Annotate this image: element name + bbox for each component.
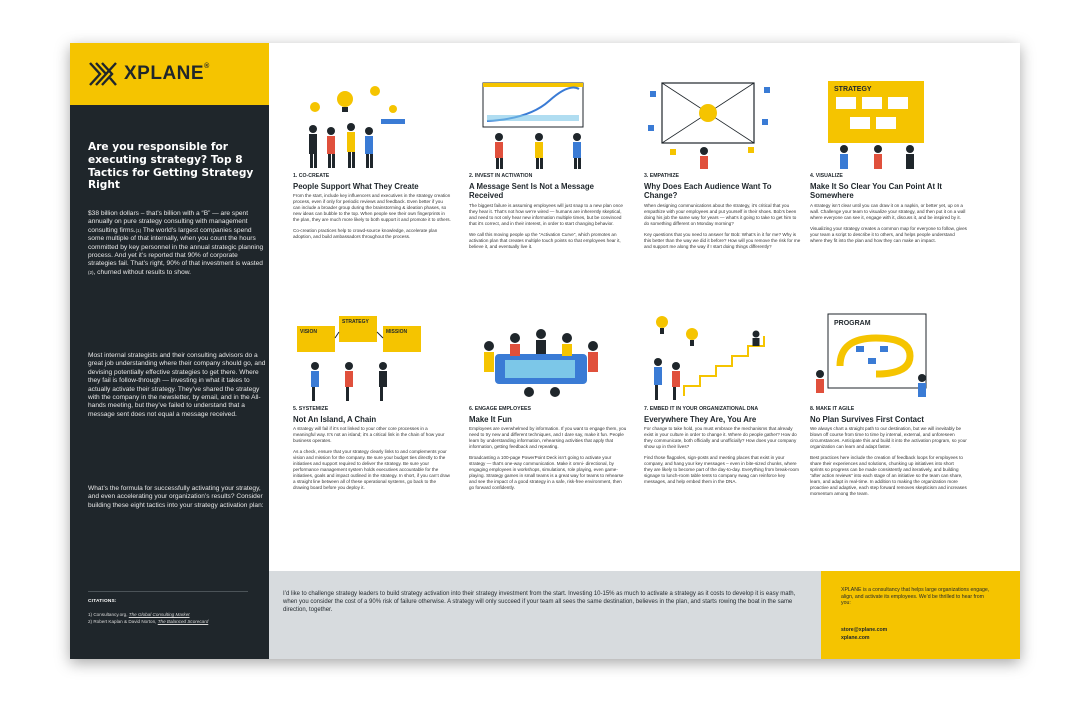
illustration-label-strategy: STRATEGY	[834, 86, 872, 93]
intro-paragraph-3: What’s the formula for successfully activating your strategy, and even accelerating your organization’s results? Consider building these eight tactics into your strategy activation plan:	[88, 485, 264, 509]
tactic-card-embed-dna	[644, 312, 804, 537]
tactic-body: From the start, include key influencers and executives in the strategy creation process, even if only for periodic reviews and feedback. Even better if you can include a broader group during the brainstorming & ideation phases, so new ideas can bubble to the top. When people see their own fingerprints in the plan, they are much more likely to both support it and promote it to others. Co-creation practices help to crowd-source knowledge, accelerate plan adoption, and build ambassadors throughout the process.	[293, 193, 451, 239]
tactic-number: 2. INVEST IN ACTIVATION	[469, 173, 533, 179]
illustration-label-vision: VISION	[300, 329, 317, 335]
tactic-number: 4. VISUALIZE	[810, 173, 843, 179]
tactic-body: Employees are overwhelmed by information. If you want to engage them, you need to try new and different techniques, and I dare say, make it fun. People learn by understanding information, rehearsing activities that apply that information, getting feedback and repeating. Broadcasting a 100-page PowerPoint Deck isn’t going to activate your strategy — that’s one-way communication. Make it omni- directional, by engaging employees in workshops, simulations, role playing, even game-playing. Strategy games in small teams is a great way for teams to rehearse and see the impact of a good strategy in a safe, risk-free environment, then go forward confidently.	[469, 426, 627, 490]
tactic-card-visualize	[810, 79, 970, 304]
illustration-label-program: PROGRAM	[834, 320, 871, 327]
tactic-card-engage-employees	[469, 312, 629, 537]
citation-1: 1) Consultancy.org, The Global Consulting Market	[88, 612, 190, 617]
intro-title: Are you responsible for executing strategy? Top 8 Tactics for Getting Strategy Right	[88, 141, 254, 192]
poster-sheet	[70, 43, 1020, 659]
visualize-illustration	[810, 79, 970, 171]
left-column	[70, 43, 269, 659]
tactic-body: The biggest failure is assuming employees will just snap to a new plan once they hear it. That’s not how we’re wired — humans are inherently skeptical, and need to not only hear new information multiple times, but be convinced that it’s correct, and in their interest, in order to start changing behavior. We call this moving people up the “Activation Curve”, which promotes an activation plan that creates multiple touch points so that employees hear it, believe it, and eventually live it.	[469, 203, 623, 249]
quote-band	[269, 571, 821, 659]
make-it-agile-illustration	[810, 312, 970, 404]
tactic-card-invest-in-activation	[469, 79, 629, 304]
intro-paragraph-2: Most internal strategists and their consulting advisors do a great job understanding where their company should go, and devising potentially effective strategies to get there. Where they fail is follow-through — investing in what it takes to actually activate their strategy. They’ve shared the strategy with the company in the newsletter, by email, and in the All-hands meeting, but they’ve failed to understand that a message sent does not equal a message received.	[88, 352, 266, 418]
engage-employees-illustration	[469, 312, 629, 404]
tactic-heading: No Plan Survives First Contact	[810, 415, 924, 424]
logo-band	[70, 43, 269, 105]
illustration-label-mission: MISSION	[386, 329, 408, 335]
co-create-illustration	[293, 79, 453, 171]
tactic-heading: People Support What They Create	[293, 182, 419, 191]
citation-2: 2) Robert Kaplan & David Norton, The Balanced Scorecard	[88, 619, 209, 624]
contact-box	[821, 571, 1020, 659]
citation-1-link[interactable]: The Global Consulting Market	[128, 612, 190, 617]
divider	[88, 591, 248, 592]
tactic-number: 5. SYSTEMIZE	[293, 406, 329, 412]
tactic-body: When designing communications about the strategy, it’s critical that you empathize with your employees and put yourself in their shoes. Bob’s been doing his job the same way for years — what’s it going to take to get him to do something different on Monday morning? Key questions that you need to answer for Bob: What’s in it for me? Why is this better than the way we did it before? How will you remove the risk for me and support me along the way if I start doing things differently?	[644, 203, 801, 249]
tactic-number: 1. CO-CREATE	[293, 173, 330, 179]
closing-quote: I’d like to challenge strategy leaders to build strategy activation into their strategy investment from the start. Investing 10-15% as much to activate a strategy as it costs to develop it is easy math, when you consider the cost of a 90% risk of failure otherwise. A strategy will only succeed if your team all sees the same destination, believes in the plan, and starts rowing the boat in the same direction, together.	[283, 591, 796, 614]
citations-heading: CITATIONS:	[88, 599, 117, 604]
tactic-number: 6. ENGAGE EMPLOYEES	[469, 406, 531, 412]
contact-email-link[interactable]: store@xplane.com	[841, 627, 888, 633]
tactic-card-make-it-agile	[810, 312, 970, 537]
xplane-logo-icon	[88, 61, 118, 87]
citation-2-link[interactable]: The Balanced Scorecard	[157, 619, 209, 624]
tactic-heading: Make It So Clear You Can Point At It Somewhere	[810, 182, 942, 200]
tactic-heading: Why Does Each Audience Want To Change?	[644, 182, 772, 200]
tactic-number: 7. EMBED IT IN YOUR ORGANIZATIONAL DNA	[644, 406, 759, 412]
tactic-body: A strategy will fail if it’s not linked to your other core processes in a meaningful way. It’s not an island; it’s a critical link in the chain of how your business operates. As a check, ensure that your strategy clearly links to and complements your vision and mission for the company. Be sure your budget ties directly to the initiatives and support required to deliver the strategy. Be sure your performance management system holds executives accountable for the initiatives, goals and impact outlined in the strategy. In short, if you can’t draw a straight line between all of these operational systems, go back to the drawing board before you deploy it.	[293, 426, 450, 490]
tactic-card-systemize	[293, 312, 453, 537]
systemize-illustration	[293, 312, 453, 404]
tactic-card-empathize	[644, 79, 804, 304]
contact-website-link[interactable]: xplane.com	[841, 635, 870, 641]
tactic-body: We always chart a straight path to our destination, but we will inevitably be blown off course from time to time by internal, external, and unforeseen circumstances. Anticipate this and build it into the activation program, so your organization can learn and adapt faster. Best practices here include the creation of feedback loops for employees to share their experiences and solutions, chunking up initiatives into short sprints so progress can be made consistently and iteratively, and building “after action reviews” into each stage of an initiative so the team can share, learn, and adapt in real-time. In addition to making the organization more proactive and adaptive, each step forward removes skepticism and increases momentum among the team.	[810, 426, 967, 496]
intro-paragraph-1: $38 billion dollars – that’s billion with a “B” — are spent annually on pure strategy consulting with management consulting firms.$^{(1)}$ The world’s largest companies spend some multiple of that internally, when you count the hours committed by key personnel in the annual strategic planning process. And yet it’s reported that 90% of corporate strategies fail. That’s right, 90% of that investment is wasted $^{(2)}$, churned without results to show.	[88, 210, 264, 276]
illustration-label-strategy-small: STRATEGY	[342, 319, 369, 325]
tactic-body: A strategy isn’t clear until you can draw it on a napkin, or better yet, up on a wall. Challenge your team to visualize your strategy, and then put it on a wall where everyone can see it, engage with it, discuss it, and be inspired by it. Visualizing your strategy creates a common map for everyone to follow, gives your team a script to describe it to others, and helps people understand where they fit into the plan and how they can make an impact.	[810, 203, 967, 243]
activation-curve-illustration	[469, 79, 629, 171]
embed-dna-illustration	[644, 312, 804, 404]
empathize-illustration	[644, 79, 804, 171]
tactic-heading: Not An Island, A Chain	[293, 415, 377, 424]
tactic-heading: Make It Fun	[469, 415, 512, 424]
tactic-number: 3. EMPATHIZE	[644, 173, 679, 179]
tactic-heading: Everywhere They Are, You Are	[644, 415, 757, 424]
tactic-card-co-create	[293, 79, 453, 304]
contact-text: XPLANE is a consultancy that helps large organizations engage, align, and activate its employees. We’d be thrilled to hear from you:	[841, 587, 990, 607]
brand-name: XPLANE®	[124, 63, 210, 84]
tactic-body: For change to take hold, you must embrace the mechanisms that already exist in your culture in order to change it. Where do people gather? How do they communicate, both officially and unofficially? How does your company show up in their lives? Find those flagpoles, sign-posts and meeting places that exist in your company, and hang your key messages – even in bite-sized chunks, where they are likely to become part of the day-to-day. Everything from break-room signage to lunch-room table tents to company swag can reinforce key messages, and help embed them in the DNA.	[644, 426, 799, 484]
tactic-heading: A Message Sent Is Not a Message Received	[469, 182, 594, 200]
tactic-number: 8. MAKE IT AGILE	[810, 406, 855, 412]
